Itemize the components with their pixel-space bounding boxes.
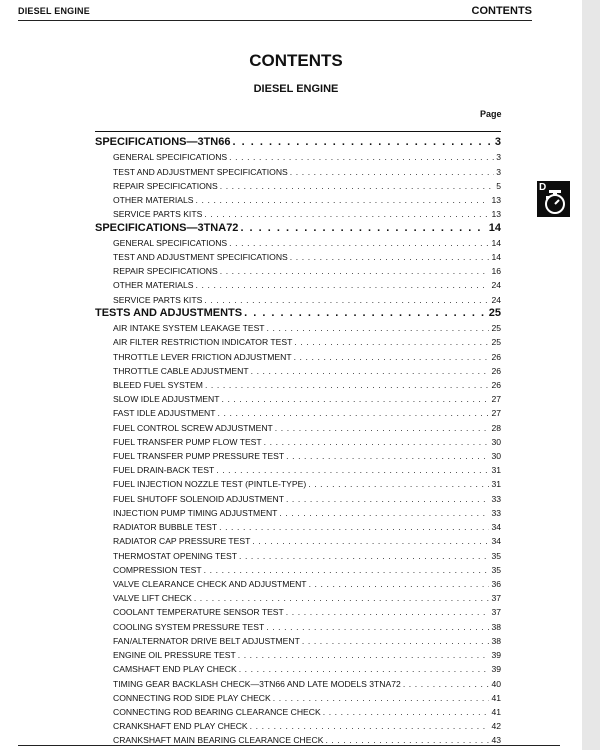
toc-entry[interactable] bbox=[95, 603, 501, 617]
toc-entry-page: 16 bbox=[491, 266, 501, 277]
toc-entry-label: REPAIR SPECIFICATIONS bbox=[113, 180, 218, 191]
toc-entry-page: 5 bbox=[496, 180, 501, 191]
toc-entry-page: 40 bbox=[491, 678, 501, 689]
dot-leader bbox=[229, 238, 489, 248]
page-column-heading: Page bbox=[480, 109, 502, 119]
toc-entry-label: THROTTLE LEVER FRICTION ADJUSTMENT bbox=[113, 351, 292, 362]
dot-leader bbox=[325, 735, 489, 745]
toc-entry[interactable] bbox=[95, 418, 501, 432]
toc-entry-page: 31 bbox=[491, 465, 501, 476]
toc-entry[interactable] bbox=[95, 177, 501, 191]
dot-leader bbox=[221, 394, 489, 404]
running-header-right: CONTENTS bbox=[471, 5, 532, 17]
toc-entry-page: 13 bbox=[491, 209, 501, 220]
toc-entry[interactable] bbox=[95, 262, 501, 276]
toc-section-label: SPECIFICATIONS—3TNA72 bbox=[95, 221, 239, 234]
toc-entry[interactable] bbox=[95, 504, 501, 518]
dot-leader bbox=[294, 337, 489, 347]
toc-entry-page: 35 bbox=[491, 550, 501, 561]
dot-leader bbox=[266, 622, 489, 632]
dot-leader bbox=[233, 136, 493, 148]
dot-leader bbox=[218, 408, 490, 418]
toc-entry[interactable] bbox=[95, 546, 501, 560]
toc-entry[interactable] bbox=[95, 660, 501, 674]
toc-section-page: 25 bbox=[488, 306, 501, 319]
toc-entry-label: AIR INTAKE SYSTEM LEAKAGE TEST bbox=[113, 323, 265, 334]
dot-leader bbox=[294, 352, 490, 362]
dot-leader bbox=[238, 650, 490, 660]
toc-entry[interactable] bbox=[95, 575, 501, 589]
toc-entry[interactable] bbox=[95, 205, 501, 219]
toc-entry-label: RADIATOR BUBBLE TEST bbox=[113, 522, 218, 533]
toc-entry-label: FUEL TRANSFER PUMP FLOW TEST bbox=[113, 436, 262, 447]
dot-leader bbox=[273, 693, 490, 703]
toc-entry-label: CRANKSHAFT MAIN BEARING CLEARANCE CHECK bbox=[113, 735, 324, 746]
dot-leader bbox=[264, 437, 490, 447]
toc-entry[interactable] bbox=[95, 376, 501, 390]
dot-leader bbox=[250, 721, 490, 731]
dot-leader bbox=[240, 222, 486, 234]
toc-entry[interactable] bbox=[95, 689, 501, 703]
dot-leader bbox=[323, 707, 490, 717]
toc-entry-label: TEST AND ADJUSTMENT SPECIFICATIONS bbox=[113, 251, 288, 262]
dot-leader bbox=[219, 522, 489, 532]
toc-entry-page: 30 bbox=[491, 436, 501, 447]
table-of-contents bbox=[95, 134, 501, 745]
dot-leader bbox=[275, 423, 490, 433]
toc-entry-label: THROTTLE CABLE ADJUSTMENT bbox=[113, 365, 249, 376]
toc-entry[interactable] bbox=[95, 404, 501, 418]
toc-entry-page: 3 bbox=[496, 166, 501, 177]
dot-leader bbox=[251, 366, 490, 376]
toc-entry[interactable] bbox=[95, 461, 501, 475]
page-title: CONTENTS bbox=[249, 51, 343, 70]
toc-entry[interactable] bbox=[95, 532, 501, 546]
toc-entry-page: 26 bbox=[491, 379, 501, 390]
toc-entry[interactable] bbox=[95, 518, 501, 532]
header-divider bbox=[18, 20, 532, 21]
toc-entry[interactable] bbox=[95, 390, 501, 404]
toc-entry-page: 41 bbox=[491, 692, 501, 703]
dot-leader bbox=[229, 152, 494, 162]
toc-entry[interactable] bbox=[95, 333, 501, 347]
toc-entry-page: 27 bbox=[491, 408, 501, 419]
dot-leader bbox=[205, 380, 489, 390]
dot-leader bbox=[403, 679, 490, 689]
toc-entry[interactable] bbox=[95, 646, 501, 660]
running-header-left: DIESEL ENGINE bbox=[18, 6, 90, 16]
toc-entry-label: CONNECTING ROD BEARING CLEARANCE CHECK bbox=[113, 706, 321, 717]
dot-leader bbox=[220, 266, 490, 276]
toc-entry[interactable] bbox=[95, 475, 501, 489]
section-tab-badge bbox=[537, 181, 570, 217]
toc-entry-page: 38 bbox=[491, 635, 501, 646]
dot-leader bbox=[279, 508, 489, 518]
toc-entry-page: 38 bbox=[491, 621, 501, 632]
engine-timer-icon bbox=[543, 189, 567, 215]
dot-leader bbox=[216, 465, 489, 475]
dot-leader bbox=[286, 607, 490, 617]
dot-leader bbox=[196, 195, 490, 205]
toc-entry[interactable] bbox=[95, 290, 501, 304]
toc-section[interactable] bbox=[95, 219, 501, 233]
dot-leader bbox=[290, 252, 490, 262]
toc-entry-page: 39 bbox=[491, 664, 501, 675]
toc-entry-label: CONNECTING ROD SIDE PLAY CHECK bbox=[113, 692, 271, 703]
toc-entry[interactable] bbox=[95, 347, 501, 361]
dot-leader bbox=[194, 593, 490, 603]
toc-entry-label: COMPRESSION TEST bbox=[113, 564, 202, 575]
toc-entry-label: THERMOSTAT OPENING TEST bbox=[113, 550, 237, 561]
toc-entry-label: FUEL CONTROL SCREW ADJUSTMENT bbox=[113, 422, 273, 433]
toc-entry-page: 27 bbox=[491, 394, 501, 405]
toc-entry[interactable] bbox=[95, 319, 501, 333]
toc-entry-label: FUEL INJECTION NOZZLE TEST (PINTLE-TYPE) bbox=[113, 479, 307, 490]
toc-entry-label: VALVE CLEARANCE CHECK AND ADJUSTMENT bbox=[113, 579, 307, 589]
toc-section[interactable] bbox=[95, 134, 501, 148]
toc-entry-page: 33 bbox=[491, 507, 501, 518]
dot-leader bbox=[244, 307, 487, 319]
toc-entry-label: AIR FILTER RESTRICTION INDICATOR TEST bbox=[113, 337, 293, 348]
toc-entry[interactable] bbox=[95, 162, 501, 176]
toc-entry-label: COOLANT TEMPERATURE SENSOR TEST bbox=[113, 607, 284, 618]
toc-entry-page: 28 bbox=[491, 422, 501, 433]
dot-leader bbox=[309, 579, 490, 589]
toc-entry[interactable] bbox=[95, 589, 501, 603]
toc-entry[interactable] bbox=[95, 674, 501, 688]
toc-entry-label: CRANKSHAFT END PLAY CHECK bbox=[113, 721, 248, 732]
toc-entry-page: 37 bbox=[491, 607, 501, 618]
toc-entry-label: GENERAL SPECIFICATIONS bbox=[113, 237, 228, 248]
dot-leader bbox=[308, 479, 489, 489]
toc-entry-label: SERVICE PARTS KITS bbox=[113, 209, 203, 220]
toc-entry-label: FAST IDLE ADJUSTMENT bbox=[113, 408, 216, 419]
dot-leader bbox=[204, 209, 489, 219]
toc-entry-page: 35 bbox=[491, 564, 501, 575]
toc-top-rule bbox=[95, 131, 501, 132]
toc-entry[interactable] bbox=[95, 191, 501, 205]
dot-leader bbox=[239, 664, 490, 674]
toc-entry-label: INJECTION PUMP TIMING ADJUSTMENT bbox=[113, 507, 278, 518]
dot-leader bbox=[239, 551, 489, 561]
toc-entry[interactable] bbox=[95, 561, 501, 575]
toc-entry[interactable] bbox=[95, 617, 501, 631]
toc-entry-label: BLEED FUEL SYSTEM bbox=[113, 379, 203, 390]
toc-section-label: TESTS AND ADJUSTMENTS bbox=[95, 306, 243, 319]
toc-entry-label: COOLING SYSTEM PRESSURE TEST bbox=[113, 621, 265, 632]
toc-entry[interactable] bbox=[95, 489, 501, 503]
badge-letter: D bbox=[539, 182, 547, 193]
dot-leader bbox=[220, 181, 494, 191]
toc-entry-label: REPAIR SPECIFICATIONS bbox=[113, 266, 218, 277]
toc-entry[interactable] bbox=[95, 148, 501, 162]
dot-leader bbox=[204, 565, 490, 575]
toc-entry-page: 30 bbox=[491, 451, 501, 462]
toc-entry-label: FUEL DRAIN-BACK TEST bbox=[113, 465, 215, 476]
toc-entry-page: 14 bbox=[491, 251, 501, 262]
toc-entry[interactable] bbox=[95, 276, 501, 290]
toc-entry-label: FUEL SHUTOFF SOLENOID ADJUSTMENT bbox=[113, 493, 284, 504]
toc-entry-page: 26 bbox=[491, 365, 501, 376]
footer-divider bbox=[18, 745, 560, 746]
toc-entry-page: 31 bbox=[491, 479, 501, 490]
toc-entry-label: SLOW IDLE ADJUSTMENT bbox=[113, 394, 220, 405]
page-subtitle: DIESEL ENGINE bbox=[253, 83, 339, 95]
toc-entry-label: RADIATOR CAP PRESSURE TEST bbox=[113, 536, 251, 547]
toc-entry-page: 13 bbox=[491, 195, 501, 206]
toc-entry-label: TEST AND ADJUSTMENT SPECIFICATIONS bbox=[113, 166, 288, 177]
dot-leader bbox=[286, 494, 489, 504]
toc-entry-page: 34 bbox=[491, 522, 501, 533]
toc-entry-label: FUEL TRANSFER PUMP PRESSURE TEST bbox=[113, 451, 285, 462]
toc-entry-label: SERVICE PARTS KITS bbox=[113, 294, 203, 305]
toc-entry-label: GENERAL SPECIFICATIONS bbox=[113, 152, 228, 163]
toc-entry[interactable] bbox=[95, 447, 501, 461]
toc-entry[interactable] bbox=[95, 362, 501, 376]
dot-leader bbox=[290, 167, 494, 177]
toc-entry-page: 24 bbox=[491, 294, 501, 305]
dot-leader bbox=[204, 295, 489, 305]
toc-entry[interactable] bbox=[95, 248, 501, 262]
toc-entry-label: OTHER MATERIALS bbox=[113, 280, 194, 291]
toc-entry-page: 14 bbox=[491, 237, 501, 248]
page-edge-rail bbox=[582, 0, 600, 750]
dot-leader bbox=[252, 536, 489, 546]
dot-leader bbox=[196, 280, 490, 290]
dot-leader bbox=[302, 636, 490, 646]
toc-entry[interactable] bbox=[95, 717, 501, 731]
toc-entry[interactable] bbox=[95, 703, 501, 717]
toc-entry-page: 43 bbox=[491, 735, 501, 746]
toc-entry-page: 25 bbox=[491, 337, 501, 348]
toc-section-label: SPECIFICATIONS—3TN66 bbox=[95, 136, 231, 149]
toc-section-page: 14 bbox=[488, 221, 501, 234]
toc-entry[interactable] bbox=[95, 632, 501, 646]
toc-entry-page: 26 bbox=[491, 351, 501, 362]
toc-entry-label: TIMING GEAR BACKLASH CHECK—3TN66 AND LATE MODELS 3TNA72 bbox=[113, 678, 401, 689]
toc-entry-page: 34 bbox=[491, 536, 501, 547]
toc-entry-page: 42 bbox=[491, 721, 501, 732]
toc-section-page: 3 bbox=[494, 136, 501, 149]
toc-entry-label: CAMSHAFT END PLAY CHECK bbox=[113, 664, 237, 675]
toc-entry-page: 3 bbox=[496, 152, 501, 163]
dot-leader bbox=[286, 451, 489, 461]
toc-entry-page: 24 bbox=[491, 280, 501, 291]
toc-entry-page: 37 bbox=[491, 593, 501, 604]
toc-section[interactable] bbox=[95, 305, 501, 319]
toc-entry[interactable] bbox=[95, 433, 501, 447]
dot-leader bbox=[267, 323, 490, 333]
toc-entry-label: ENGINE OIL PRESSURE TEST bbox=[113, 650, 236, 661]
toc-entry-page: 39 bbox=[491, 650, 501, 661]
toc-entry[interactable] bbox=[95, 731, 501, 745]
toc-entry-label: OTHER MATERIALS bbox=[113, 195, 194, 206]
toc-entry-page: 25 bbox=[491, 323, 501, 334]
toc-entry-page: 33 bbox=[491, 493, 501, 504]
toc-entry[interactable] bbox=[95, 234, 501, 248]
toc-entry-label: VALVE LIFT CHECK bbox=[113, 593, 192, 604]
toc-entry-page: 36 bbox=[491, 579, 501, 589]
toc-entry-label: FAN/ALTERNATOR DRIVE BELT ADJUSTMENT bbox=[113, 635, 300, 646]
toc-entry-page: 41 bbox=[491, 706, 501, 717]
